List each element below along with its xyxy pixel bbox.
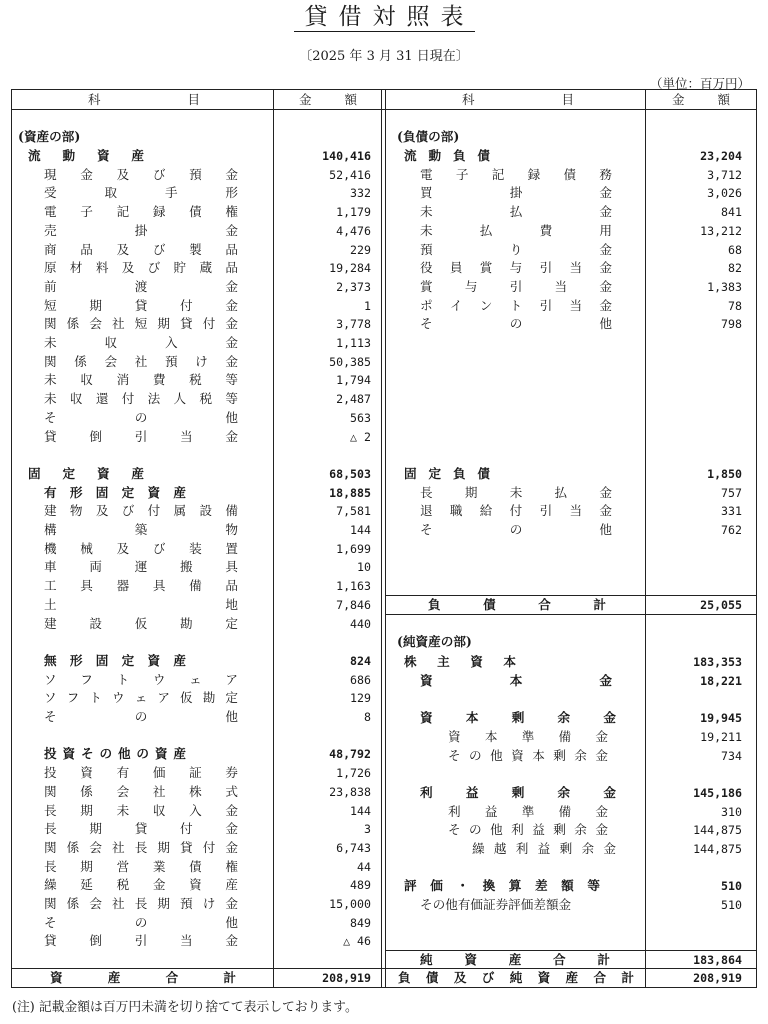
net-row-label: 資 本 剰 余 金 <box>420 710 616 726</box>
liab-row-value: 13,212 <box>700 223 742 238</box>
liab-row-value: 757 <box>721 485 742 500</box>
assets-row-value: 19,284 <box>329 261 371 276</box>
center-double-line <box>381 89 382 988</box>
liab-row-value: 331 <box>721 504 742 519</box>
assets-row-label: 原 材 料 及 び 貯 蔵 品 <box>44 260 238 276</box>
assets-row-value: 144 <box>350 803 371 818</box>
liab-row-value: 3,712 <box>707 167 742 182</box>
assets-row-value: 1,699 <box>336 541 371 556</box>
assets-row-label: 投 資 そ の 他 の 資 産 <box>44 746 186 762</box>
liab-item-header: 科 目 <box>462 92 574 107</box>
assets-row-label: そ の 他 <box>44 409 238 425</box>
assets-row-value: 52,416 <box>329 167 371 182</box>
assets-row-value: 144 <box>350 523 371 537</box>
liab-row-value: 78 <box>728 298 742 313</box>
net-row-value: 734 <box>721 748 742 763</box>
net-row-value: 510 <box>721 898 742 913</box>
net-row-value: 144,875 <box>693 842 742 856</box>
assets-row-label: 関 係 会 社 短 期 貸 付 金 <box>44 316 238 332</box>
assets-row-label: 構 築 物 <box>44 522 238 537</box>
assets-row-value: 7,581 <box>336 504 371 519</box>
grand-total-label: 負 債 及 び 純 資 産 合 計 <box>398 970 634 985</box>
assets-row-label: 長 期 未 収 入 金 <box>44 802 238 818</box>
liab-row-label: 未 払 費 用 <box>420 222 612 238</box>
assets-row-value: 563 <box>350 410 371 425</box>
assets-row-value: 140,416 <box>322 149 371 163</box>
liab-row-label: 未 払 金 <box>420 204 612 220</box>
assets-row-value: 129 <box>350 691 371 706</box>
assets-row-value: 1,794 <box>336 373 371 388</box>
assets-row-label: 機 械 及 び 装 置 <box>44 540 238 556</box>
assets-row-value: 68,503 <box>329 466 371 481</box>
header-underline <box>11 109 757 110</box>
net-row-label: 資 本 金 <box>420 672 612 688</box>
net-row-label: 株 主 資 本 <box>404 654 516 669</box>
assets-row-label: 投 資 有 価 証 券 <box>44 765 238 781</box>
liab-amount-header: 金 額 <box>672 92 730 107</box>
assets-row-label: 長 期 貸 付 金 <box>44 821 238 837</box>
assets-row-label: 繰 延 税 金 資 産 <box>44 877 238 893</box>
column-divider <box>645 89 646 988</box>
assets-row-label: 未 収 入 金 <box>44 335 238 350</box>
assets-row-label: 未 収 消 費 税 等 <box>44 372 238 388</box>
net-row-value: 510 <box>721 879 742 894</box>
assets-row-label: 電 子 記 録 債 権 <box>44 204 238 220</box>
liab-row-value: 841 <box>721 205 742 220</box>
assets-row-label: 土 地 <box>44 596 238 612</box>
net-row-label: 利 益 準 備 金 <box>448 803 608 819</box>
net-row-label: 利 益 剰 余 金 <box>420 784 616 800</box>
net-row-value: 19,945 <box>700 711 742 726</box>
assets-row-value: △ 2 <box>350 429 371 444</box>
liab-total-label: 負 債 合 計 <box>428 597 606 612</box>
footnote: (注) 記載金額は百万円未満を切り捨てて表示しております。 <box>12 1000 358 1015</box>
liab-row-value: 762 <box>721 523 742 537</box>
column-divider <box>385 89 386 988</box>
assets-row-label: 車 両 運 搬 具 <box>44 559 238 575</box>
liab-row-value: 1,383 <box>707 279 742 294</box>
net-row-value: 145,186 <box>693 785 742 800</box>
assets-row-value: △ 46 <box>343 934 371 949</box>
net-total-label: 純 資 産 合 計 <box>420 952 610 967</box>
liab-row-label: ポ イ ン ト 引 当 金 <box>420 297 612 313</box>
assets-row-value: 332 <box>350 186 371 201</box>
assets-row-value: 18,885 <box>329 485 371 500</box>
assets-row-label: 無 形 固 定 資 産 <box>44 652 186 668</box>
assets-item-header: 科 目 <box>88 92 200 107</box>
liab-row-label: そ の 他 <box>420 522 612 537</box>
assets-row-value: 15,000 <box>329 897 371 911</box>
liab-row-value: 1,850 <box>707 466 742 481</box>
assets-row-value: 6,743 <box>336 840 371 855</box>
assets-row-label: 貸 倒 引 当 金 <box>44 933 238 949</box>
assets-row-value: 2,373 <box>336 279 371 294</box>
assets-total-label: 資 産 合 計 <box>50 970 236 985</box>
assets-row-value: 4,476 <box>336 223 371 238</box>
assets-row-value: 849 <box>350 915 371 930</box>
liab-row-label: そ の 他 <box>420 316 612 332</box>
liab-row-label: 賞 与 引 当 金 <box>420 278 612 294</box>
assets-row-label: 前 渡 金 <box>44 278 238 294</box>
net-row-label: そ の 他 資 本 剰 余 金 <box>448 747 608 763</box>
liab-row-value: 82 <box>728 261 742 276</box>
net-row-label: 資 本 準 備 金 <box>448 728 608 744</box>
liab-row-value: 3,026 <box>707 186 742 201</box>
assets-row-label: 流 動 資 産 <box>28 148 144 163</box>
assets-row-value: 8 <box>364 710 371 724</box>
assets-row-label: 建 設 仮 勘 定 <box>44 615 238 631</box>
net-assets-section-label: (純資産の部) <box>397 634 472 649</box>
assets-row-value: 1,113 <box>336 336 371 350</box>
assets-row-label: そ の 他 <box>44 709 238 724</box>
assets-row-value: 10 <box>357 560 371 575</box>
net-row-value: 310 <box>721 804 742 819</box>
net-row-value: 183,353 <box>693 655 742 669</box>
assets-row-label: 短 期 貸 付 金 <box>44 297 238 313</box>
assets-amount-header: 金 額 <box>299 92 357 107</box>
assets-row-value: 686 <box>350 672 371 687</box>
assets-row-label: 固 定 資 産 <box>28 465 144 481</box>
assets-row-value: 48,792 <box>329 747 371 762</box>
assets-total-value: 208,919 <box>322 971 371 985</box>
net-row-label: そ の 他 利 益 剰 余 金 <box>448 822 608 838</box>
assets-section-label: (資産の部) <box>18 129 81 144</box>
assets-row-value: 2,487 <box>336 392 371 407</box>
assets-row-label: 関 係 会 社 長 期 貸 付 金 <box>44 839 238 855</box>
net-row-value: 19,211 <box>700 729 742 744</box>
assets-row-label: ソ フ ト ウ ェ ア 仮 勘 定 <box>44 690 238 706</box>
assets-row-value: 824 <box>350 653 371 668</box>
liab-row-label: 流 動 負 債 <box>404 148 490 163</box>
liab-row-value: 798 <box>721 317 742 332</box>
net-row-value: 144,875 <box>693 823 742 838</box>
assets-row-label: 受 取 手 形 <box>44 185 238 201</box>
liab-row-label: 電 子 記 録 債 務 <box>420 166 612 182</box>
page-title: 貸借対照表 <box>0 2 768 32</box>
assets-row-value: 3,778 <box>336 317 371 332</box>
assets-row-label: 有 形 固 定 資 産 <box>44 484 186 500</box>
net-row-label: 評 価 ・ 換 算 差 額 等 <box>404 878 600 894</box>
assets-row-value: 1,726 <box>336 766 371 781</box>
assets-row-label: 商 品 及 び 製 品 <box>44 241 238 257</box>
net-row-label: 繰 越 利 益 剰 余 金 <box>472 841 616 856</box>
net-row-label: そ の 他 有 価 証 券 評 価 差 額 金 <box>420 897 572 913</box>
assets-row-value: 3 <box>364 822 371 837</box>
liab-row-label: 預 り 金 <box>420 241 612 257</box>
assets-row-label: 工 具 器 具 備 品 <box>44 578 238 594</box>
assets-row-value: 7,846 <box>336 597 371 612</box>
assets-row-label: ソ フ ト ウ ェ ア <box>44 671 238 687</box>
assets-row-value: 440 <box>350 616 371 631</box>
liab-row-value: 23,204 <box>700 149 742 163</box>
assets-row-label: 関 係 会 社 長 期 預 け 金 <box>44 896 238 911</box>
liab-row-label: 退 職 給 付 引 当 金 <box>420 503 612 519</box>
assets-row-value: 44 <box>357 859 371 874</box>
grand-total-value: 208,919 <box>693 971 742 985</box>
assets-row-label: 貸 倒 引 当 金 <box>44 428 238 444</box>
unit-label: （単位：百万円） <box>649 76 750 91</box>
assets-row-label: 建 物 及 び 付 属 設 備 <box>44 503 238 519</box>
liab-row-label: 固 定 負 債 <box>404 465 490 481</box>
net-total-value: 183,864 <box>693 953 742 967</box>
assets-row-label: 売 掛 金 <box>44 222 238 238</box>
assets-row-value: 229 <box>350 242 371 257</box>
assets-row-label: 長 期 営 業 債 権 <box>44 858 238 874</box>
assets-row-label: 現 金 及 び 預 金 <box>44 166 238 182</box>
liab-total-value: 25,055 <box>700 598 742 612</box>
assets-row-value: 23,838 <box>329 784 371 799</box>
assets-row-value: 1 <box>364 298 371 313</box>
assets-row-value: 489 <box>350 878 371 893</box>
assets-row-value: 50,385 <box>329 354 371 369</box>
net-row-value: 18,221 <box>700 673 742 688</box>
assets-row-label: そ の 他 <box>44 914 238 930</box>
report-date: 〔2025 年 3 月 31 日現在〕 <box>299 49 469 64</box>
assets-row-label: 関 係 会 社 預 け 金 <box>44 353 238 369</box>
liab-row-label: 買 掛 金 <box>420 185 612 201</box>
assets-row-value: 1,179 <box>336 205 371 220</box>
column-divider <box>273 89 274 988</box>
liab-row-label: 役 員 賞 与 引 当 金 <box>420 260 612 276</box>
assets-row-value: 1,163 <box>336 579 371 594</box>
assets-row-label: 未 収 還 付 法 人 税 等 <box>44 391 238 407</box>
liab-section-label: (負債の部) <box>397 129 460 144</box>
assets-row-label: 関 係 会 社 株 式 <box>44 783 238 799</box>
liab-row-label: 長 期 未 払 金 <box>420 484 612 500</box>
liab-row-value: 68 <box>728 242 742 257</box>
